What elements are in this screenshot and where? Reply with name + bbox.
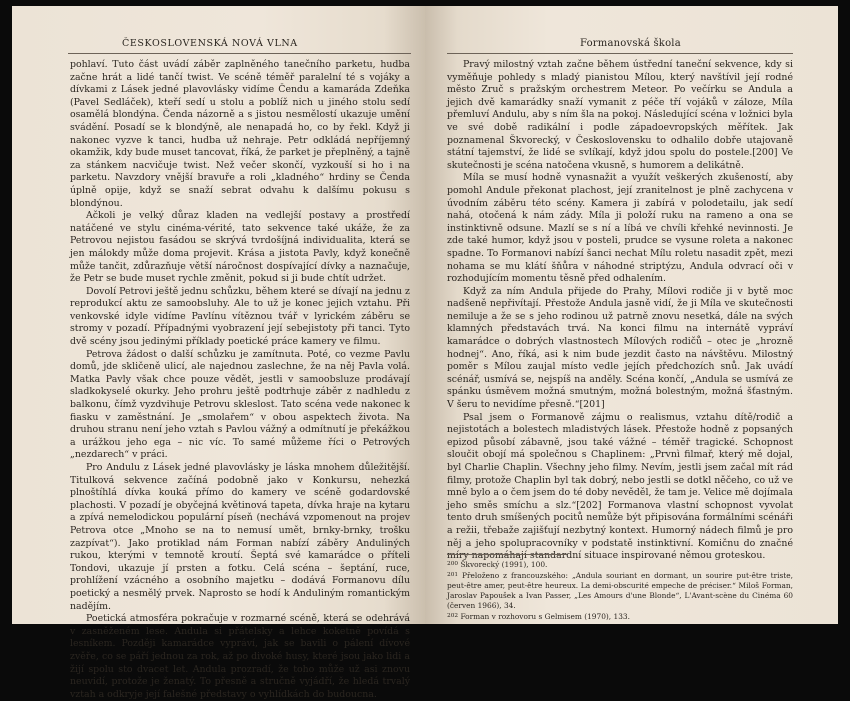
footnote: [447, 559, 793, 570]
footnote-text: Forman v rozhovoru s Gelmisem (1970), 133.: [460, 612, 630, 621]
running-header: ČESKOSLOVENSKÁ NOVÁ VLNA: [122, 38, 298, 49]
footnote-text: Škvorecký (1991), 100.: [460, 560, 548, 569]
body-text: [70, 59, 410, 701]
footnote: [447, 570, 793, 611]
paragraph: pohlaví. Tuto část uvádí záběr zaplněného tanečního parketu, hudba začne hrát a lidé tančí twist. Ve scéně téměř paralelní té s vojáky a dívkami z Lásek jedné plavovlásky vidíme Čendu a kamaráda Zdeňka (Pavel Sedláček), kteří sedí u stolu a poblíž nich u jiného stolu sedí osamělá blondýna. Čenda názorně a s jistou nesmělostí ukazuje umění svádění. Posadí se k blondýně, ale nenapadá ho, co by řekl. Když ji nakonec vyzve k tanci, hudba už nehraje. Petr odkládá nepříjemný okamžik, kdy bude muset tancovat, říká, že parket je přeplněný, a tajně za stánkem nacvičuje twist. Než večer skončí, vyzkouší si ho i na parketu. Navzdory vnější bravuře a roli „kladného“ hrdiny se Čenda úplně opije, když se snaží sebrat odvahu k dalšímu pokusu s blondýnou.: [70, 59, 410, 209]
footnotes: [447, 559, 793, 622]
footnote-text: Přeloženo z francouzského: „Andula souriant en dormant, un sourire put-être triste, peut-être amer, peut-être heureux. La demi-obscurité empeche de préciser.“ Miloš Forman, Jaroslav Papoušek a Ivan Passer, „Les Amours d'une Blonde“, L'Avant-scène du Cinéma 60 (červen 1966), 34.: [447, 571, 793, 610]
footnote-number: 202: [447, 613, 459, 619]
left-page: [12, 6, 425, 700]
paragraph: Poetická atmosféra pokračuje v rozmarné scéně, která se odehrává v zasněženém lese. Andula si přátelsky a lehce koketně povídá s lesníkem. Později kamarádce vypráví, jak se bavili o pálení dívové zvěře, co se páří jednou za rok, až po divoké husy, které jsou jako lidi a žijí spolu sto dvacet let. Andula prozradí, že toho může už asi znovu neuvidí, protože je ženatý. To přesně a stručně vyjádří, že hledá trvalý vztah a odkryje její falešné představy o vyhlídkách do budoucna.: [70, 613, 410, 700]
paragraph: Pro Andulu z Lásek jedné plavovlásky je láska mnohem důležitější. Titulková sekvence začíná podobně jako v Konkursu, nehezká plnoštíhlá dívka kouká přímo do kamery ve scéně godardovské plachosti. V pozadí je obyčejná květinová tapeta, dívka hraje na kytaru a zpívá nemelodickou populární píseň (nechává vzpomenout na projev Petrova otce „Mnoho se na to nemusí umět, brnky-brnky, trošku zazpívat“). Jako protiklad nám Forman nabízí záběry Anduliných rukou, kterými v temnotě kroutí. Šeptá své kamarádce o příteli Tondovi, ukazuje jí prsten a fotku. Celá scéna – šeptání, ruce, prohlížení vzácného a osobního majetku – dodává Formanovu dílu poetický a nesmělý prvek. Naprosto se hodí k Anduliným romantickým nadějím.: [70, 462, 410, 612]
paragraph: Psal jsem o Formanově zájmu o realismus, vztahu dítě/rodič a nejistotách a bolestech mladistvých lásek. Přestože hodně z popsaných epizod působí zábavně, jsou také vážné – téměř tragické. Schopnost sloučit obojí má společnou s Chaplinem: „Prvnì filmař, který mě dojal, byl Charlie Chaplin. Všechny jeho filmy. Nevím, jestli jsem začal mít rád filmy, protože Chaplin byl tak dobrý, nebo jestli se dotkl něčeho, co už ve mně bylo a o čem jsem do té doby nevěděl, že tam je. Velice mě dojímala jeho směs smíchu a slz.“[202] Formanova vlastní schopnost vyvolat tento druh smíšených pocitů nemůže být připisována formálními scénáři a režii, třebaže zajišťují nezbytný kontext. Humorný nádech filmů je pro něj a jeho spolupracovníky v podstatě instinktivní. Komičnu do značné míry napomáhají standardní situace inspirované němou groteskou.: [447, 411, 793, 562]
open-book: [12, 6, 838, 700]
paragraph: Míla se musí hodně vynasnažit a využít veškerých zkušeností, aby pomohl Andule překonat plachost, její zranitelnost je plně zachycena v úvodním záběru této scény. Kamera ji zabírá v polodetailu, jak sedí nahá, otočená k nám zády. Míla ji položí ruku na rameno a ona se instinktivně odsune. Mazlí se s ní a líbá ve chvíli křehké nevinnosti. Je zde také humor, když jsou v posteli, prudce se vysune roleta a nakonec spadne. To Formanovi nabízí šanci nechat Mílu roletu nasadit zpět, mezi nohama se mu klátí šňůra v náhodné striptýzu, Andula odvrací oči v rozhodujícím momentu těsně před odhalením.: [447, 172, 793, 285]
right-page: [425, 6, 838, 624]
paragraph: Pravý milostný vztah začne během ústřední taneční sekvence, kdy si vyměňuje pohledy s mladý pianistou Mílou, který navštívil její rodné město Zruč s pražským orchestrem Meteor. Po večírku se Andula a jejich dvě kamarádky snaží vymanit z péče tří vojáků v záloze, Míla přemluví Andulu, aby s ním šla na pokoj. Následující scéna v ložnici byla ve své době radikální i podle západoevropských měřítek. Jak poznamenal Škvorecký, v Československu to odhalilo dobře utajovaně státní tajemství, že lidé se svlíkají, když jdou spolu do postele.[200] Ve skutečnosti je scéna natočena vkusně, s humorem a delikátně.: [447, 59, 793, 171]
footnote-number: 201: [447, 572, 459, 578]
paragraph: Petrova žádost o další schůzku je zamítnuta. Poté, co vezme Pavlu domů, jde skličeně ulicí, ale najednou zaslechne, že na něj Pavla volá. Matka Pavly však chce pouze vědět, jestli v samoobsluze prodávají sladkokyselé okurky. Jeho prohru ještě podtrhuje záběr z nadhledu z balkonu, čímž vyzdvihuje Petrovu skleslost. Tato scéna vede nakonec k fiasku v zaměstnání. Je „smolařem“ v obou aspektech života. Na druhou stranu není jeho vztah s Pavlou vážný a odmítnutí je překážkou a urážkou jeho ega – nic víc. To samé můžeme říci o Petrových „nezdarech“ v práci.: [70, 348, 410, 461]
header-rule: [447, 53, 793, 54]
footnote-rule: [447, 554, 567, 555]
footnote: [447, 611, 793, 622]
paragraph: Když za ním Andula přijede do Prahy, Mílovi rodiče ji v bytě moc nadšeně nepřivítají. Přestože Andula jasně vidí, že ji Míla ve skutečnosti nemiluje a že se s jeho rodinou už patrně znovu nesetká, dále na svých klamných představách trvá. Na konci filmu na internátě vypráví kamarádce o dobrých vlastnostech Mílových rodičů – otec je „hrozně hodnej“. Ano, říká, asi k nim bude jezdit často na návštěvu. Milostný poměr s Mílou zaujal místo vedle jejích předchozích snů. Jak uvádí scénář, usmívá se, nejspíš na anděly. Scéna končí, „Andula se usmívá ze spánku úsměvem možná smutným, možná bolestným, možná šťastným. V šeru to nevidíme přesně.“[201]: [447, 285, 793, 411]
header-rule: [68, 53, 411, 54]
paragraph: Dovolí Petrovi ještě jednu schůzku, během které se dívají na jednu z reprodukcí aktu ze samoobsluhy. Ale to už je konec jejich vztahu. Při venkovské idyle vidíme Pavlínu vítěznou tvář v lyrickém záběru se stromy v pozadí. Případnými vyobrazení její sebejistoty při tanci. Tyto dvě scény jsou jedinými příklady poetické práce kamery ve filmu.: [70, 285, 410, 348]
body-text: [447, 59, 793, 563]
footnote-number: 200: [447, 561, 459, 567]
running-header: Formanovská škola: [580, 38, 681, 49]
paragraph: Ačkoli je velký důraz kladen na vedlejší postavy a prostředí natáčené ve stylu cinéma-vérité, tato sekvence také ukáže, že za Petrovou nejistou fasádou se skrývá tvrdošíjná individualita, která se jen málokdy může doma projevit. Krása a jistota Pavly, když konečně může tančit, zdůrazňuje větší náročnost dospívající dívky a naznačuje, že Petr se bude muset rychle změnit, pokud si ji bude chtít udržet.: [70, 210, 410, 285]
